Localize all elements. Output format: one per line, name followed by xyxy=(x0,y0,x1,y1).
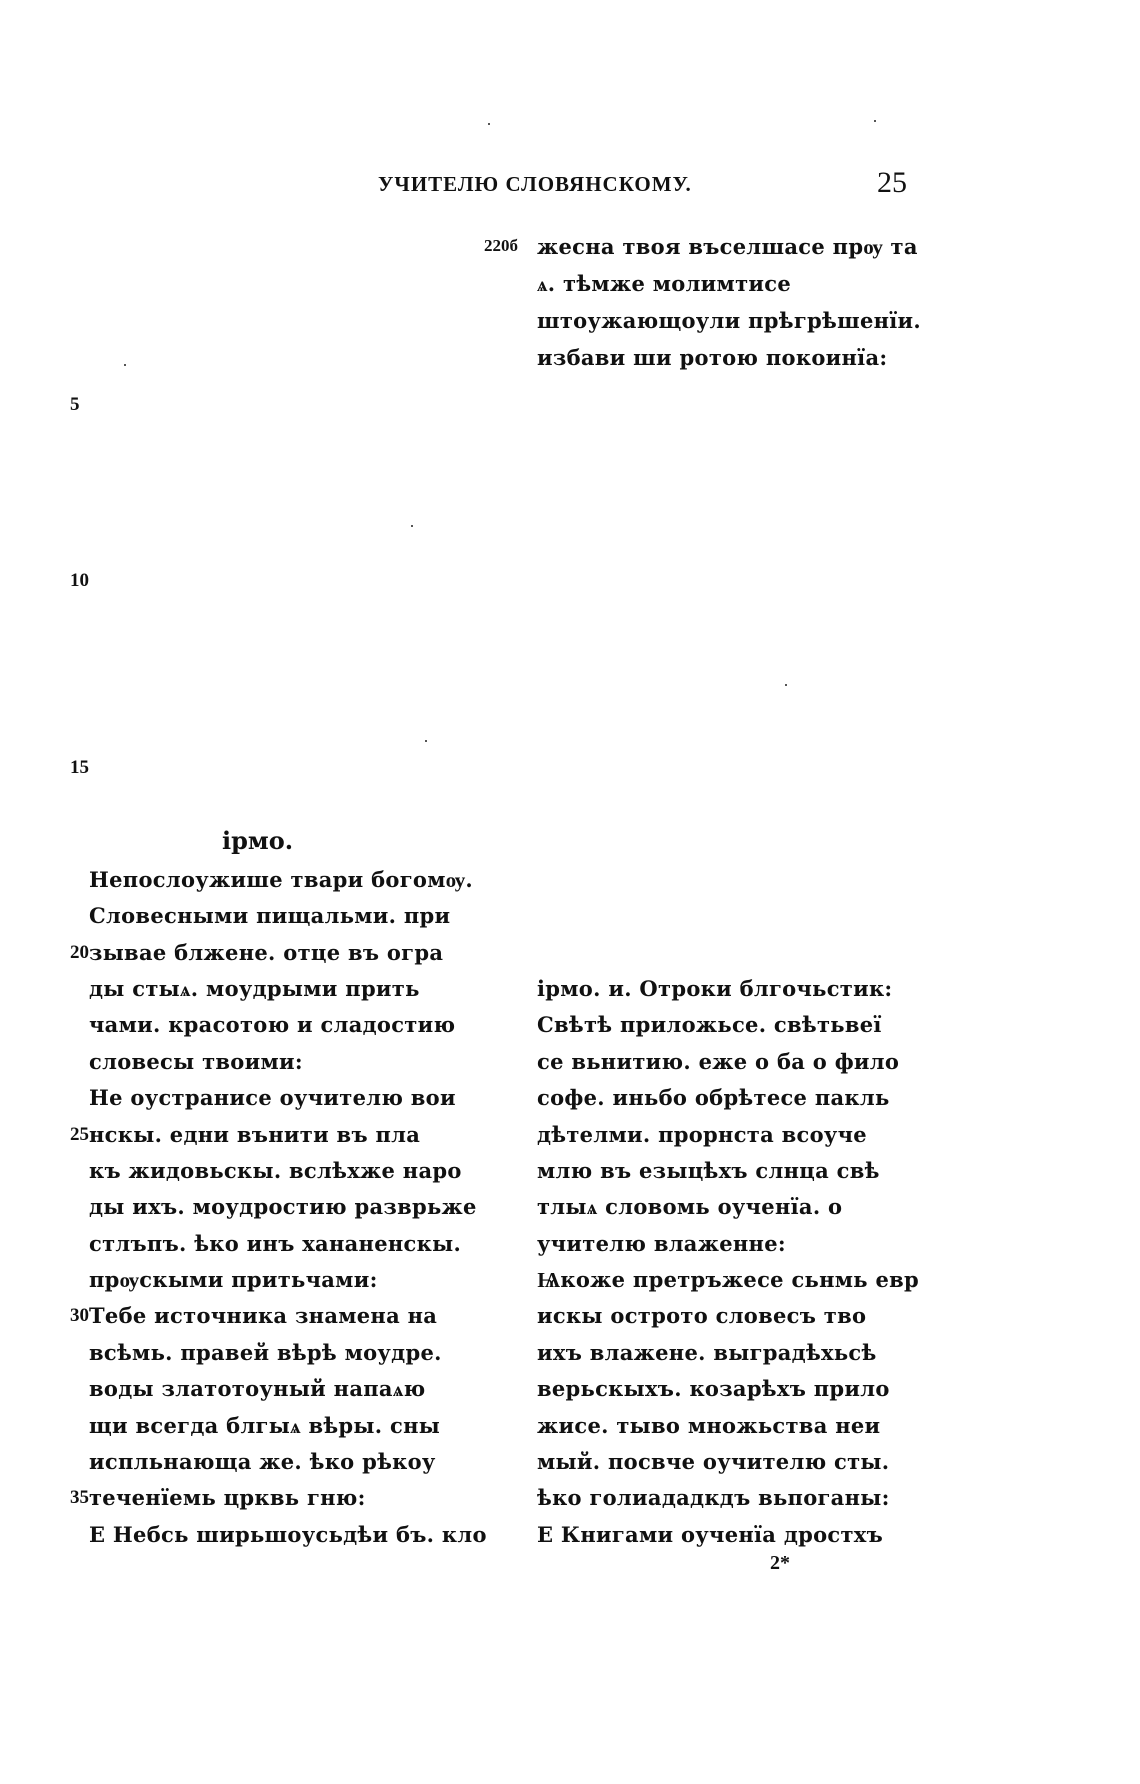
line-number: 15 xyxy=(70,757,89,778)
scan-speck xyxy=(488,123,490,125)
text-line: избави ши ротою покоинїа: xyxy=(537,345,888,370)
text-line: къ жидовьскы. вслѣхже наро xyxy=(89,1158,462,1183)
text-line: Ѩкоже претръжесе сьнмь евр xyxy=(537,1267,920,1292)
running-title: УЧИТЕЛЮ СЛОВЯНСКОМУ. xyxy=(378,172,692,196)
text-line: искы острото словесъ тво xyxy=(537,1303,867,1328)
text-line: Словесными пищальми. при xyxy=(89,903,451,928)
text-line: тлыѧ словомь оученїа. о xyxy=(537,1194,843,1219)
text-line: учителю влаженне: xyxy=(537,1231,786,1256)
text-line: жисе. тыво множьства неи xyxy=(537,1413,881,1438)
scan-speck xyxy=(785,684,787,686)
text-line: нскы. едни вънити въ пла xyxy=(89,1122,421,1147)
text-line: дѣтелми. прорнста всоуче xyxy=(537,1122,867,1147)
text-line: зывае блжене. отце въ огра xyxy=(89,940,444,965)
text-line: ѣко голиададкдъ вьпоганы: xyxy=(537,1485,890,1510)
text-line: стлъпъ. ѣко инъ хананенскы. xyxy=(89,1231,462,1256)
line-number: 30 xyxy=(70,1305,89,1326)
text-line: софе. иньбо обрѣтесе пакль xyxy=(537,1085,890,1110)
text-line: Не оустранисе оучителю вои xyxy=(89,1085,456,1110)
text-line: чами. красотою и сладостию xyxy=(89,1012,456,1037)
text-line: ды ихъ. моудростию разврьже xyxy=(89,1194,477,1219)
signature-mark: 2* xyxy=(770,1552,790,1574)
line-number: 10 xyxy=(70,570,89,591)
text-line: ихъ влажене. выградѣхьсѣ xyxy=(537,1340,877,1365)
text-line: Свѣтѣ приложьсе. свѣтьвеї xyxy=(537,1012,882,1037)
text-line: щи всегда блгыѧ вѣры. сны xyxy=(89,1413,441,1438)
folio-marker: 220б xyxy=(484,236,518,255)
line-number: 5 xyxy=(70,394,80,415)
line-number: 35 xyxy=(70,1487,89,1508)
text-line: мый. посвче оучителю сты. xyxy=(537,1449,890,1474)
text-line: словесы твоими: xyxy=(89,1049,303,1074)
text-line: верьскыхъ. козарѣхъ прило xyxy=(537,1376,890,1401)
text-line: Непослоужише твари богомѹ. xyxy=(89,867,473,892)
text-line: млю въ езыцѣхъ слнца свѣ xyxy=(537,1158,880,1183)
text-line: воды златотоуный напаѧю xyxy=(89,1376,426,1401)
scan-speck xyxy=(411,525,413,527)
text-line: Е Книгами оученїа дроcтхъ xyxy=(537,1522,884,1547)
text-line: прѹскыми притьчами: xyxy=(89,1267,378,1292)
text-line: Тебе источника знамена на xyxy=(89,1303,438,1328)
text-line: теченїемь црквь гню: xyxy=(89,1485,366,1510)
text-line: се вьнитию. еже о ба о фило xyxy=(537,1049,900,1074)
text-line: жесна твоя въселшасе прѹ та xyxy=(537,234,918,259)
line-number: 20 xyxy=(70,942,89,963)
text-line: штоужающоули прѣгрѣшенїи. xyxy=(537,308,922,333)
text-line: ды стыѧ. моудрыми прить xyxy=(89,976,420,1001)
page-number: 25 xyxy=(877,166,907,199)
line-number: 25 xyxy=(70,1124,89,1145)
text-line: ірмо. и. Отроки блгочьстик: xyxy=(537,976,893,1001)
scan-speck xyxy=(425,740,427,742)
scan-speck xyxy=(124,364,126,366)
text-line: испльнающа же. ѣко рѣкоу xyxy=(89,1449,436,1474)
text-line: ѧ. тѣмже молимтисе xyxy=(537,271,792,296)
text-line: Е Небсь ширьшоусьдѣи бъ. кло xyxy=(89,1522,487,1547)
text-line: всѣмь. правей вѣрѣ моудре. xyxy=(89,1340,442,1365)
left-heading: ірмо. xyxy=(222,826,294,855)
scan-speck xyxy=(874,120,876,122)
